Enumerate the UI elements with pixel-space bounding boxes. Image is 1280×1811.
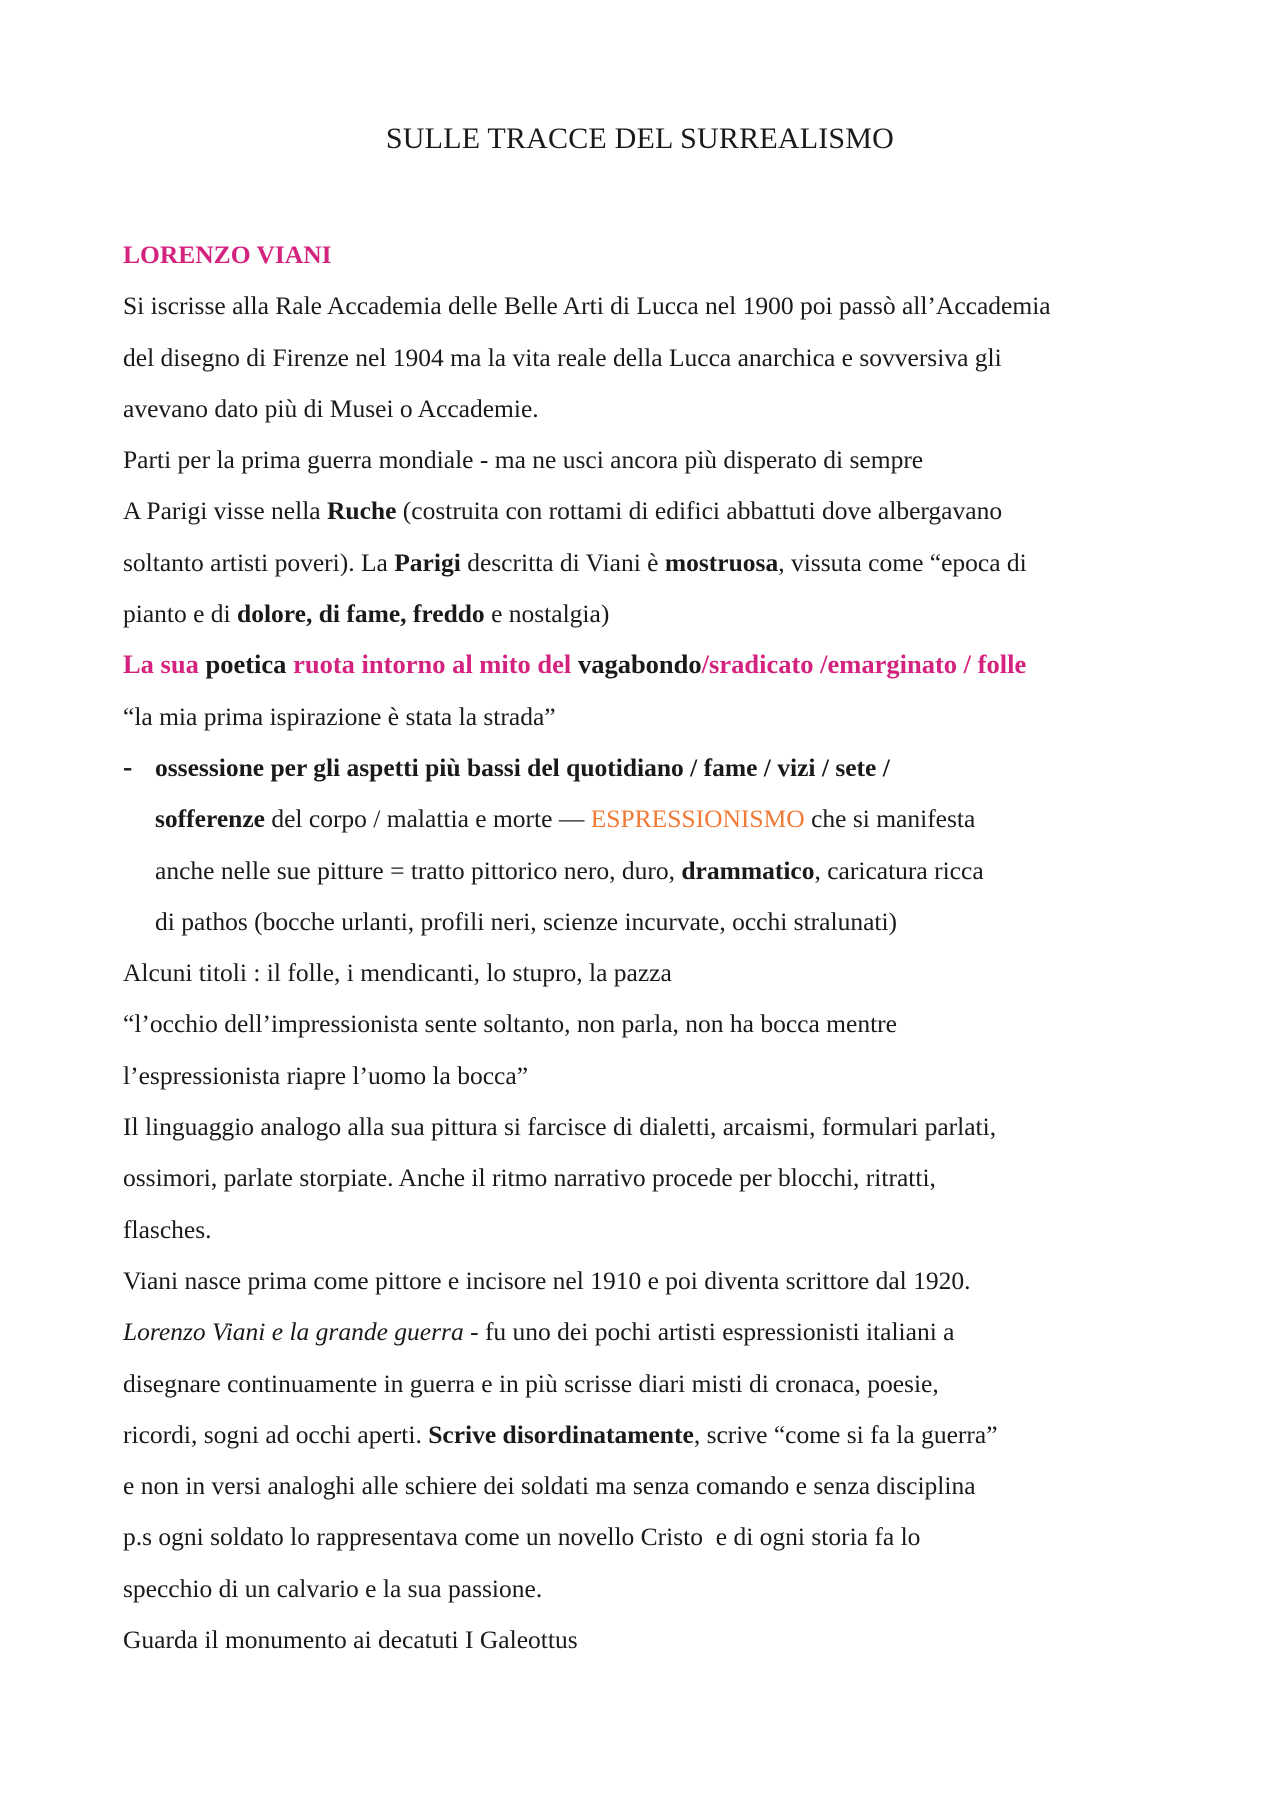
text-span: ricordi, sogni ad occhi aperti.: [123, 1419, 429, 1449]
text-span: (costruita con rottami di edifici abbattuti dove albergavano: [396, 496, 1003, 526]
text-span: pianto e di: [123, 599, 238, 629]
text-span: che si manifesta: [804, 804, 976, 834]
bullet-dash: -: [123, 751, 133, 783]
text-line: disegnare continuamente in guerra e in più scrisse diari misti di cronaca, poesie,: [123, 1368, 939, 1398]
text-line: e non in versi analoghi alle schiere dei soldati ma senza comando e senza disciplina: [123, 1471, 976, 1501]
section-heading: LORENZO VIANI: [123, 240, 332, 269]
italic-title: Lorenzo Viani e la grande guerra: [123, 1317, 464, 1347]
pink-text: La sua: [123, 649, 206, 680]
bold-text: Scrive disordinatamente: [428, 1419, 694, 1449]
bold-text: sofferenze: [155, 804, 265, 834]
bold-text: mostruosa: [664, 547, 779, 577]
bullet-continuation: [123, 793, 1173, 844]
text-span: , scrive “come si fa la guerra”: [693, 1419, 998, 1449]
text-line: [123, 485, 1173, 536]
bold-text: Ruche: [326, 496, 397, 526]
quote-line: “l’occhio dell’impressionista sente soltanto, non parla, non ha bocca mentre: [123, 1009, 897, 1039]
espressionismo-label: ESPRESSIONISMO: [590, 804, 805, 834]
pink-text: /sradicato /emarginato / folle: [701, 649, 1027, 680]
text-span: , vissuta come “epoca di: [778, 547, 1027, 577]
text-line: Si iscrisse alla Rale Accademia delle Belle Arti di Lucca nel 1900 poi passò all’Accademia: [123, 291, 1051, 321]
text-line: [123, 1409, 1173, 1460]
document-body: [123, 229, 1173, 1665]
text-line: p.s ogni soldato lo rappresentava come un novello Cristo e di ogni storia fa lo: [123, 1522, 921, 1552]
bold-text: vagabondo: [577, 649, 702, 680]
bullet-continuation: di pathos (bocche urlanti, profili neri, scienze incurvate, occhi stralunati): [155, 906, 898, 936]
text-line: specchio di un calvario e la sua passione.: [123, 1573, 543, 1603]
text-line: ossimori, parlate storpiate. Anche il ritmo narrativo procede per blocchi, ritratti,: [123, 1163, 936, 1193]
text-line: avevano dato più di Musei o Accademie.: [123, 393, 539, 423]
text-line: Alcuni titoli : il folle, i mendicanti, lo stupro, la pazza: [123, 958, 672, 988]
text-span: soltanto artisti poveri). La: [123, 547, 395, 577]
text-line: [123, 1306, 1173, 1357]
text-line: Il linguaggio analogo alla sua pittura si farcisce di dialetti, arcaismi, formulari parlati,: [123, 1112, 997, 1142]
text-line: del disegno di Firenze nel 1904 ma la vita reale della Lucca anarchica e sovversiva gli: [123, 342, 1002, 372]
bullet-item: [123, 742, 1173, 793]
text-span: A Parigi visse nella: [123, 496, 327, 526]
bold-text: Parigi: [394, 547, 461, 577]
quote-line: “la mia prima ispirazione è stata la strada”: [123, 701, 556, 731]
text-span: , caricatura ricca: [814, 855, 984, 885]
bold-text: ossessione per gli aspetti più bassi del quotidiano / fame / vizi / sete /: [155, 752, 890, 782]
text-span: del corpo / malattia e morte —: [264, 804, 591, 834]
text-line: [123, 588, 1173, 639]
bold-text: drammatico: [681, 855, 815, 885]
text-span: anche nelle sue pitture = tratto pittorico nero, duro,: [155, 855, 682, 885]
text-line: Parti per la prima guerra mondiale - ma ne usci ancora più disperato di sempre: [123, 445, 924, 475]
text-span: e nostalgia): [484, 599, 610, 629]
quote-line: l’espressionista riapre l’uomo la bocca”: [123, 1060, 529, 1090]
text-line: flasches.: [123, 1214, 212, 1244]
text-line: Viani nasce prima come pittore e incisore nel 1910 e poi diventa scrittore dal 1920.: [123, 1265, 971, 1295]
bold-text: dolore, di fame, freddo: [237, 599, 485, 629]
text-span: descritta di Viani è: [460, 547, 665, 577]
text-line: [123, 537, 1173, 588]
bold-text: poetica: [205, 649, 287, 680]
text-line: Guarda il monumento ai decatuti I Galeottus: [123, 1625, 578, 1655]
document-title: SULLE TRACCE DEL SURREALISMO: [385, 122, 895, 155]
poetica-line: [123, 639, 1173, 690]
bullet-continuation: [123, 845, 1173, 896]
pink-text: ruota intorno al mito del: [286, 649, 578, 680]
text-span: - fu uno dei pochi artisti espressionisti italiani a: [463, 1317, 955, 1347]
